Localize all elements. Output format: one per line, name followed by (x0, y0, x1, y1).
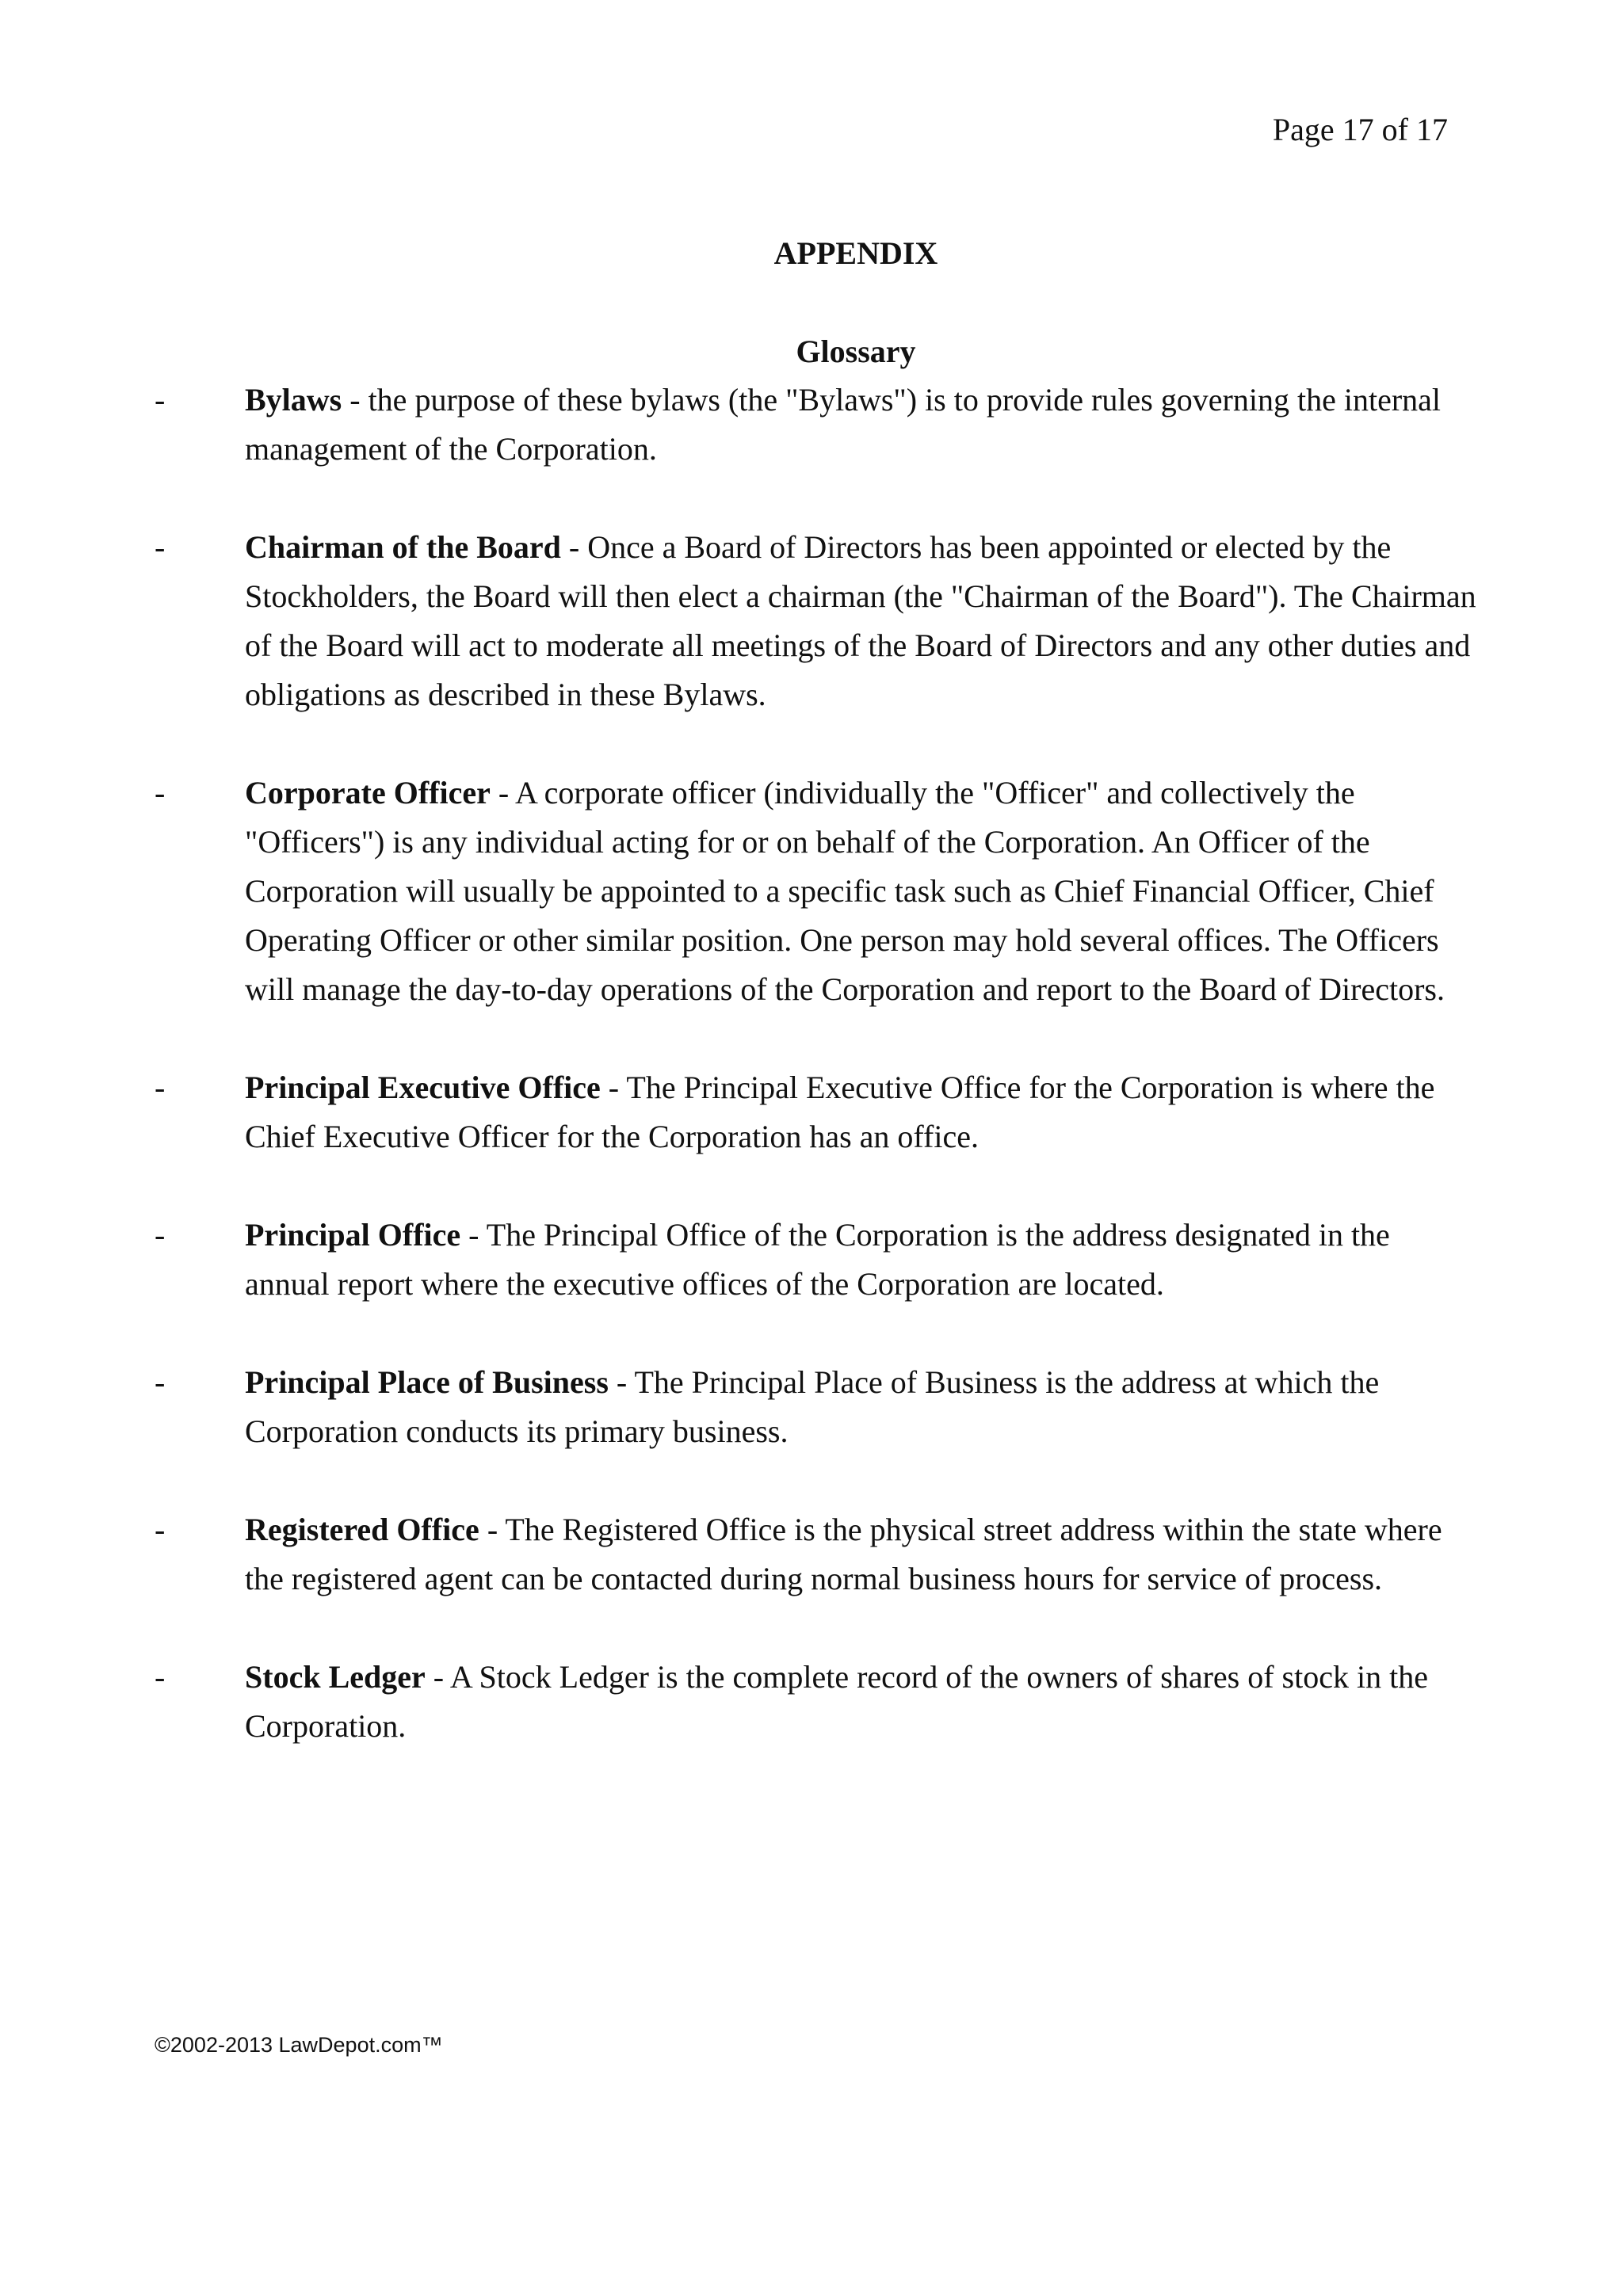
glossary-entry-principal-executive-office (0, 1063, 1623, 1161)
glossary-definition: - A corporate officer (individually the "Officer" and collectively the "Officers") is any individual acting for or on behalf of the Corporation. An Officer of the Corporation will usually be appointed to a specific task such as Chief Financial Officer, Chief Operating Officer or other similar position. One person may hold several offices. The Officers will manage the day-to-day operations of the Corporation and report to the Board of Directors. (245, 775, 1445, 1007)
glossary-list (0, 376, 1623, 1800)
glossary-entry-text (245, 769, 1481, 1014)
glossary-term: Chairman of the Board (245, 529, 561, 565)
glossary-term: Stock Ledger (245, 1659, 426, 1695)
glossary-definition: - The Registered Office is the physical street address within the state where the registered agent can be contacted during normal business hours for service of process. (245, 1512, 1442, 1596)
document-title: APPENDIX (773, 235, 938, 271)
glossary-entry-text (245, 523, 1481, 719)
glossary-term: Corporate Officer (245, 775, 491, 810)
bullet-dash: - (155, 1659, 166, 1695)
bullet-dash: - (155, 529, 166, 565)
bullet-dash: - (155, 775, 166, 810)
glossary-definition: - The Principal Executive Office for the Corporation is where the Chief Executive Officer for the Corporation has an office. (245, 1070, 1435, 1154)
glossary-entry-registered-office (0, 1505, 1623, 1604)
bullet-dash: - (155, 1070, 166, 1105)
bullet-dash: - (155, 1512, 166, 1547)
glossary-definition: - The Principal Office of the Corporation is the address designated in the annual report where the executive offices of the Corporation are located. (245, 1217, 1390, 1302)
glossary-entry-text (245, 1653, 1481, 1751)
bullet-dash: - (155, 1217, 166, 1253)
glossary-entry-principal-place-of-business (0, 1358, 1623, 1456)
glossary-definition: - A Stock Ledger is the complete record of the owners of shares of stock in the Corporation. (245, 1659, 1428, 1744)
glossary-entry-text (245, 1505, 1481, 1604)
glossary-entry-principal-office (0, 1211, 1623, 1309)
footer-copyright: ©2002-2013 LawDepot.com™ (155, 2033, 443, 2057)
glossary-entry-corporate-officer (0, 769, 1623, 1014)
glossary-term: Principal Place of Business (245, 1364, 609, 1400)
glossary-definition: - the purpose of these bylaws (the "Bylaws") is to provide rules governing the internal management of the Corporation. (245, 382, 1442, 467)
glossary-definition: - The Principal Place of Business is the address at which the Corporation conducts its primary business. (245, 1364, 1380, 1449)
glossary-term: Principal Office (245, 1217, 461, 1253)
bullet-dash: - (155, 382, 166, 418)
glossary-definition: - Once a Board of Directors has been appointed or elected by the Stockholders, the Board will then elect a chairman (the "Chairman of the Board"). The Chairman of the Board will act to moderate all meetings of the Board of Directors and any other duties and obligations as described in these Bylaws. (245, 529, 1476, 712)
bullet-dash: - (155, 1364, 166, 1400)
page-number: Page 17 of 17 (1272, 112, 1448, 147)
glossary-entry-text (245, 1211, 1481, 1309)
glossary-entry-text (245, 1358, 1481, 1456)
glossary-entry-chairman (0, 523, 1623, 719)
glossary-term: Registered Office (245, 1512, 479, 1547)
glossary-entry-stock-ledger (0, 1653, 1623, 1751)
glossary-heading: Glossary (796, 334, 916, 369)
glossary-entry-bylaws (0, 376, 1623, 474)
glossary-term: Bylaws (245, 382, 342, 418)
glossary-entry-text (245, 1063, 1481, 1161)
glossary-term: Principal Executive Office (245, 1070, 601, 1105)
glossary-entry-text (245, 376, 1481, 474)
